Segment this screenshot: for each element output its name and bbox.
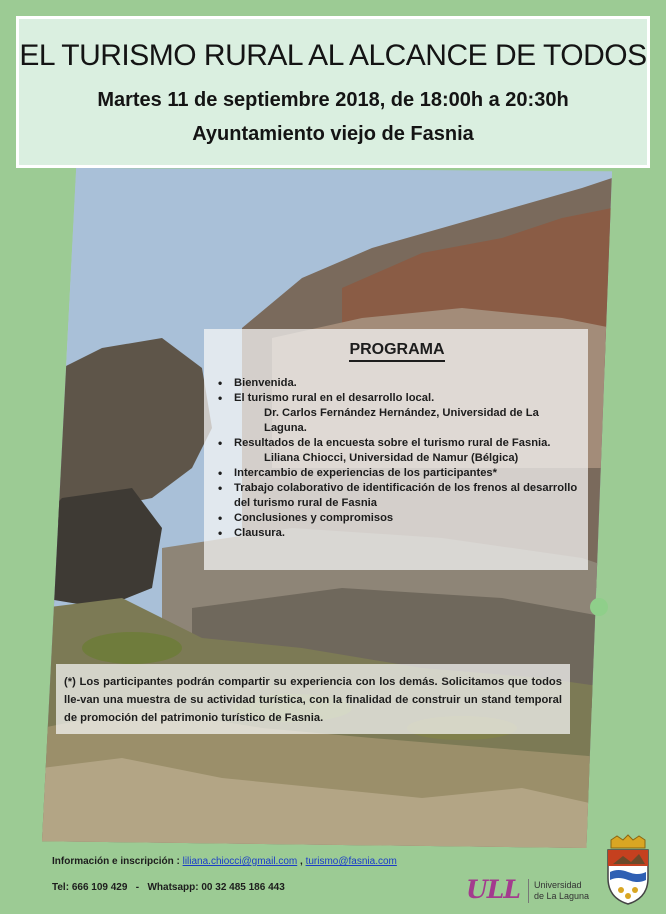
phone-separator: - [135, 882, 140, 893]
fasnia-crest-icon [603, 834, 653, 906]
event-venue: Ayuntamiento viejo de Fasnia [192, 123, 474, 145]
programa-item: • Intercambio de experiencias de los participantes* [228, 466, 578, 481]
whatsapp-number: Whatsapp: 00 32 485 186 443 [147, 882, 285, 893]
email-link-fasnia[interactable]: turismo@fasnia.com [305, 856, 397, 867]
programa-box [204, 329, 588, 570]
event-title: EL TURISMO RURAL AL ALCANCE DE TODOS [19, 39, 647, 72]
programa-item: • Trabajo colaborativo de identificación de los frenos al desarrollo del turismo rural de Fasnia [228, 481, 578, 511]
contact-info: Información e inscripción : liliana.chiocci@gmail.com , turismo@fasnia.com [52, 856, 397, 867]
programa-list [216, 376, 578, 541]
programa-item: • Clausura. [228, 526, 578, 541]
programa-item: • Bienvenida. [228, 376, 578, 391]
contact-phones [52, 882, 285, 893]
programa-item: • Resultados de la encuesta sobre el turismo rural de Fasnia. [228, 436, 578, 451]
header-banner [16, 16, 650, 168]
participants-note: (*) Los participantes podrán compartir su experiencia con los demás. Solicitamos que todos lle-van una muestra de su actividad turística, con la finalidad de construir un stand temporal de promoción del patrimonio turístico de Fasnia. [56, 664, 570, 734]
ull-name: Universidad de La Laguna [534, 880, 590, 901]
event-date: Martes 11 de septiembre 2018, de 18:00h a 20:30h [97, 89, 569, 111]
programa-speaker: Dr. Carlos Fernández Hernández, Universidad de La Laguna. [264, 407, 539, 434]
ull-mark: ULL [466, 875, 520, 904]
programa-item: • El turismo rural en el desarrollo local. [228, 391, 578, 406]
ull-divider [528, 879, 529, 903]
decorative-dot [590, 598, 608, 616]
programa-title: PROGRAMA [216, 341, 578, 362]
programa-speaker: Liliana Chiocci, Universidad de Namur (Bélgica) [264, 452, 519, 464]
contact-label: Información e inscripción : [52, 856, 180, 867]
ull-logo [466, 877, 596, 905]
programa-item: • Conclusiones y compromisos [228, 511, 578, 526]
email-link-liliana[interactable]: liliana.chiocci@gmail.com [182, 856, 298, 867]
phone-number: Tel: 666 109 429 [52, 882, 128, 893]
